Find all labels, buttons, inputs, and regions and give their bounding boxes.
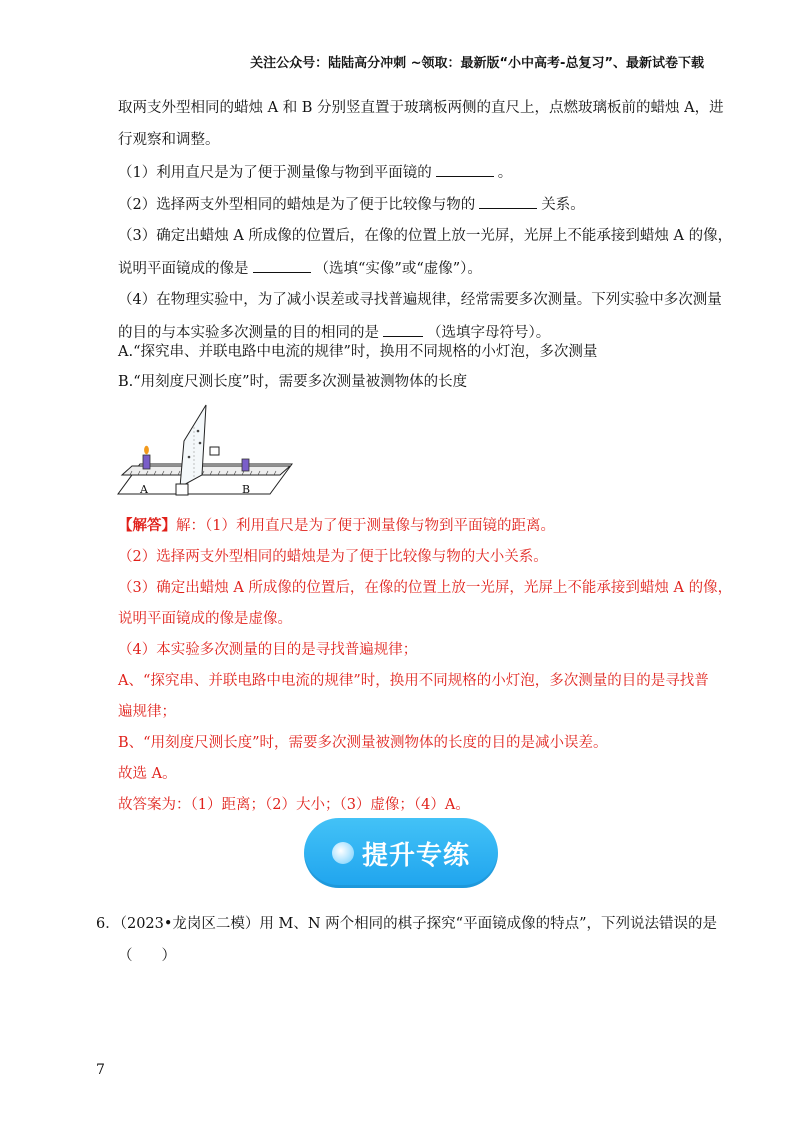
candle-a (143, 455, 150, 469)
q4-end: （选填字母符号）。 (427, 325, 551, 341)
question-intro-line1: 取两支外型相同的蜡烛 A 和 B 分别竖直置于玻璃板两侧的直尺上，点燃玻璃板前的蜡烛 A，进 (118, 100, 724, 116)
candle-b (242, 459, 249, 471)
option-b: B.“用刻度尺测长度”时，需要多次测量被测物体的长度 (118, 374, 468, 390)
option-a: A.“探究串、并联电路中电流的规律”时，换用不同规格的小灯泡，多次测量 (118, 344, 598, 360)
bubble-icon (332, 842, 354, 864)
mirror-experiment-figure (112, 397, 302, 501)
page-header: 关注公众号：陆陆高分冲刺 ~领取：最新版“小中高考-总复习”、最新试卷下载 (250, 56, 704, 71)
q2-blank[interactable] (479, 194, 537, 209)
q2-text: （2）选择两支外型相同的蜡烛是为了便于比较像与物的 (118, 197, 476, 213)
answer-line-1 (118, 516, 555, 536)
question-item-3-line2 (118, 258, 482, 279)
glass-plate (180, 405, 206, 487)
answer-line-6: A、“探究串、并联电路中电流的规律”时，换用不同规格的小灯泡，多次测量的目的是寻找普 (118, 673, 709, 689)
small-block (210, 447, 219, 455)
answer-line-10: 故答案为：（1）距离；（2）大小；（3）虚像；（4）A。 (118, 797, 470, 813)
practice-button-label: 提升专练 (361, 840, 470, 871)
q3-blank[interactable] (253, 258, 311, 273)
q4-text: 的目的与本实验多次测量的目的相同的是 (118, 325, 379, 341)
page-number: 7 (96, 1062, 105, 1078)
q1-text: （1）利用直尺是为了便于测量像与物到平面镜的 (118, 165, 432, 181)
answer-line-8: B、“用刻度尺测长度”时，需要多次测量被测物体的长度的目的是减小误差。 (118, 735, 608, 751)
q1-end: 。 (497, 165, 513, 181)
answer-line-4: 说明平面镜成的像是虚像。 (118, 611, 292, 627)
answer-line-3: （3）确定出蜡烛 A 所成像的位置后，在像的位置上放一光屏，光屏上不能承接到蜡烛 A 的像， (118, 580, 733, 596)
q3-end: （选填“实像”或“虚像”）。 (314, 261, 482, 277)
question-item-4-line2 (118, 322, 550, 343)
candle-a-flame (144, 446, 149, 454)
label-a: A (140, 483, 148, 496)
question-item-2 (118, 194, 585, 215)
answer-line-5: （4）本实验多次测量的目的是寻找普遍规律； (118, 642, 418, 658)
q2-end: 关系。 (541, 197, 585, 213)
answer-line-9: 故选 A。 (118, 766, 177, 782)
label-b: B (242, 483, 251, 496)
q1-blank[interactable] (436, 162, 494, 177)
support-block (176, 484, 188, 495)
q3-text: 说明平面镜成的像是 (118, 261, 249, 277)
answer-line-7: 遍规律； (118, 704, 176, 720)
answer-line-1-text: 解：（1）利用直尺是为了便于测量像与物到平面镜的距离。 (176, 518, 555, 534)
question-intro-line2: 行观察和调整。 (118, 132, 220, 148)
practice-button[interactable] (304, 818, 498, 888)
answer-head: 【解答】 (118, 517, 176, 534)
answer-line-2: （2）选择两支外型相同的蜡烛是为了便于比较像与物的大小关系。 (118, 549, 548, 565)
question-item-1 (118, 162, 512, 183)
question-6-line2: （ ） (118, 948, 176, 964)
q4-blank[interactable] (383, 322, 423, 337)
question-item-4-line1: （4）在物理实验中，为了减小误差或寻找普遍规律，经常需要多次测量。下列实验中多次测量 (118, 292, 722, 308)
question-6-line1: 6．（2023•龙岗区二模）用 M、N 两个相同的棋子探究“平面镜成像的特点”，下列说法错误的是 (96, 916, 718, 932)
question-item-3-line1: （3）确定出蜡烛 A 所成像的位置后，在像的位置上放一光屏，光屏上不能承接到蜡烛 A 的像， (118, 228, 733, 244)
